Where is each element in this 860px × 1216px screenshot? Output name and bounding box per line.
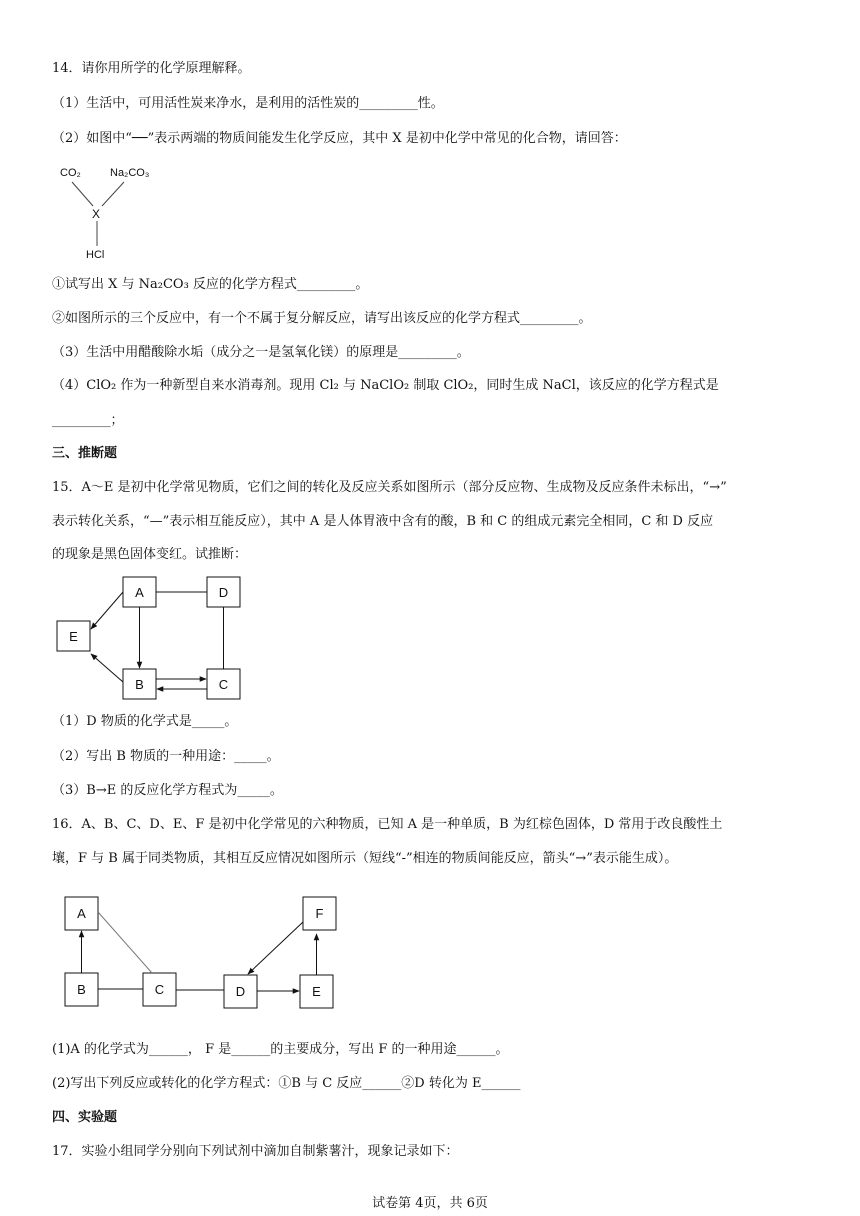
q14-part4-blank: _________；: [52, 413, 124, 428]
q15-part3: （3）B→E 的反应化学方程式为_____。: [52, 783, 283, 798]
q14-node-hcl: HCl: [86, 249, 105, 261]
q15-label-a: A: [135, 585, 144, 600]
q16-relation-diagram: [52, 892, 352, 1014]
q15-label-e: E: [69, 629, 78, 644]
q15-label-b: B: [135, 677, 144, 692]
q15-label-d: D: [218, 585, 229, 600]
q15-part1: （1）D 物质的化学式是_____。: [52, 714, 238, 729]
q14-part1: （1）生活中，可用活性炭来净水，是利用的活性炭的_________性。: [52, 96, 444, 111]
q15-relation-diagram: [52, 574, 252, 706]
q16-part2: (2)写出下列反应或转化的化学方程式：①B 与 C 反应______②D 转化为 E______: [52, 1076, 521, 1091]
q14-node-x: X: [92, 207, 101, 221]
q16-link-a-c: [98, 912, 152, 973]
section3-title: 三、推断题: [52, 446, 118, 461]
q14-link-na2co3-x: [102, 182, 124, 206]
q16-label-c: C: [154, 982, 165, 997]
q14-question1: ①试写出 X 与 Na₂CO₃ 反应的化学方程式_________。: [52, 277, 369, 292]
q16-arrow-f-d: [248, 922, 303, 974]
q14-part2: （2）如图中“──”表示两端的物质间能发生化学反应，其中 X 是初中化学中常见的化合物，请回答：: [52, 131, 627, 146]
section4-title: 四、实验题: [52, 1110, 118, 1125]
q16-label-d: D: [235, 984, 246, 999]
q16-label-a: A: [77, 906, 86, 921]
q14-link-co2-x: [72, 182, 93, 206]
q14-node-co2: CO₂: [60, 167, 81, 179]
q14-question2: ②如图所示的三个反应中，有一个不属于复分解反应，请写出该反应的化学方程式_________。: [52, 311, 592, 326]
q14-title: 14．请你用所学的化学原理解释。: [52, 61, 251, 76]
q16-label-b: B: [77, 982, 86, 997]
q14-node-na2co3: Na₂CO₃: [110, 167, 150, 179]
q14-part4: （4）ClO₂ 作为一种新型自来水消毒剂。现用 Cl₂ 与 NaClO₂ 制取 ClO₂，同时生成 NaCl，该反应的化学方程式是: [52, 378, 719, 393]
q15-line2: 表示转化关系，“—”表示相互能反应），其中 A 是人体胃液中含有的酸，B 和 C 的组成元素完全相同，C 和 D 反应: [52, 514, 714, 529]
q16-part1: (1)A 的化学式为______， F 是______的主要成分，写出 F 的一种用途______。: [52, 1042, 509, 1057]
q15-label-c: C: [218, 677, 229, 692]
q15-arrow-b-e: [91, 654, 123, 682]
q16-line1: 16．A、B、C、D、E、F 是初中化学常见的六种物质，已知 A 是一种单质，B 为红棕色固体，D 常用于改良酸性土: [52, 817, 723, 832]
q14-reaction-diagram: [52, 158, 162, 266]
q15-line1: 15．A～E 是初中化学常见物质，它们之间的转化及反应关系如图所示（部分反应物、生成物及反应条件未标出，“→”: [52, 480, 727, 495]
page-footer: 试卷第 4页，共 6页: [372, 1196, 488, 1211]
q15-line3: 的现象是黑色固体变红。试推断：: [52, 547, 248, 562]
q16-label-e: E: [312, 984, 321, 999]
q17-line1: 17．实验小组同学分别向下列试剂中滴加自制紫薯汁，现象记录如下：: [52, 1144, 459, 1159]
q15-part2: （2）写出 B 物质的一种用途：_____。: [52, 749, 280, 764]
q14-part3: （3）生活中用醋酸除水垢（成分之一是氢氧化镁）的原理是_________。: [52, 345, 470, 360]
q16-label-f: F: [315, 906, 324, 921]
q15-arrow-a-e: [91, 592, 123, 629]
q16-line2: 壤，F 与 B 属于同类物质，其相互反应情况如图所示（短线“-”相连的物质间能反应，箭头“→”表示能生成）。: [52, 851, 678, 866]
